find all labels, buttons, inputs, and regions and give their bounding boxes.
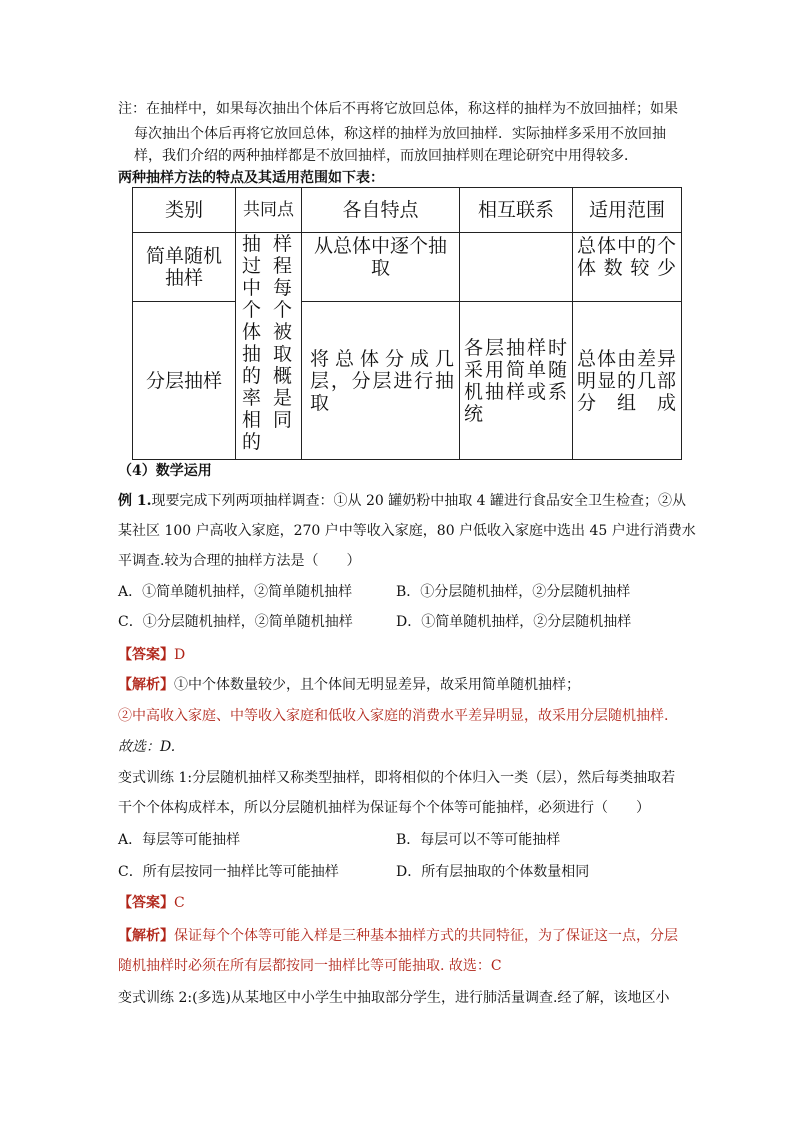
variant1-analysis-text-1: 保证每个个体等可能入样是三种基本抽样方式的共同特征，为了保证这一点，分层 — [174, 928, 678, 944]
table-title: 两种抽样方法的特点及其适用范围如下表： — [118, 170, 384, 186]
table-row-simple — [133, 233, 682, 302]
variant1-line-2: 干个个体构成样本，所以分层随机抽样为保证每个个体等可能抽样，必须进行（ ） — [118, 800, 650, 816]
variant1-option-d: D．所有层抽取的个体数量相同 — [396, 864, 590, 880]
header-feature: 各自特点 — [302, 188, 460, 233]
example1-line-3: 平调查.较为合理的抽样方法是（ ） — [118, 553, 361, 569]
example1-options-cd — [118, 612, 678, 632]
example1-analysis-1 — [118, 675, 580, 695]
example1-text-1: 现要完成下列两项抽样调查：①从 20 罐奶粉中抽取 4 罐进行食品安全卫生检查；②从 — [151, 493, 687, 509]
note-line-3: 样，我们介绍的两种抽样都是不放回抽样，而放回抽样则在理论研究中用得较多． — [134, 148, 638, 164]
analysis-text-1: ①中个体数量较少，且个体间无明显差异，故采用简单随机抽样； — [174, 677, 580, 693]
variant1-answer-label: 【答案】 — [118, 895, 174, 911]
cell-scope-stratified: 总体由差异明显的几部分组成 — [573, 302, 682, 460]
variant1-line-1: 变式训练 1:分层随机抽样又称类型抽样，即将相似的个体归入一类（层），然后每类抽取若 — [118, 770, 676, 786]
variant1-option-a: A．每层等可能抽样 — [118, 832, 241, 848]
table-header-row — [133, 188, 682, 233]
example1-line-2: 某社区 100 户高收入家庭，270 户中等收入家庭，80 户低收入家庭中选出 45 户进行消费水 — [118, 523, 696, 539]
note-line-2: 每次抽出个体后再将它放回总体，称这样的抽样为放回抽样．实际抽样多采用不放回抽 — [134, 126, 666, 142]
answer-label: 【答案】 — [118, 647, 174, 663]
section-title: （4）数学运用 — [118, 463, 212, 479]
analysis-label: 【解析】 — [118, 677, 174, 693]
example1-analysis-2: ②中高收入家庭、中等收入家庭和低收入家庭的消费水平差异明显，故采用分层随机抽样. — [118, 708, 669, 724]
variant1-option-b: B．每层可以不等可能抽样 — [396, 832, 561, 848]
cell-category-simple: 简单随机抽样 — [133, 233, 236, 302]
cell-relation-simple — [460, 233, 573, 302]
example1-options-ab — [118, 582, 678, 602]
variant1-analysis-1 — [118, 926, 678, 946]
variant1-answer-value: C — [174, 895, 185, 911]
cell-common: 抽样过程中每个个体被抽取的概率是相同的 — [236, 233, 302, 460]
cell-relation-stratified: 各层抽样时采用简单随机抽样或系统 — [460, 302, 573, 460]
example1-option-d: D．①简单随机抽样，②分层随机抽样 — [396, 614, 632, 630]
example1-label: 例 1. — [118, 493, 152, 509]
table-row-stratified — [133, 302, 682, 460]
example1-answer — [118, 645, 185, 665]
variant1-analysis-label: 【解析】 — [118, 928, 174, 944]
cell-category-stratified: 分层抽样 — [133, 302, 236, 460]
variant1-option-c: C．所有层按同一抽样比等可能抽样 — [118, 864, 339, 880]
note-line-1: 注：在抽样中，如果每次抽出个体后不再将它放回总体，称这样的抽样为不放回抽样；如果 — [118, 101, 678, 117]
header-category: 类别 — [133, 188, 236, 233]
cell-feature-simple: 从总体中逐个抽取 — [302, 233, 460, 302]
example1-conclusion: 故选：D. — [118, 739, 176, 755]
example1-option-b: B．①分层随机抽样，②分层随机抽样 — [396, 584, 631, 600]
cell-feature-stratified: 将总体分成几层，分层进行抽取 — [302, 302, 460, 460]
variant1-answer — [118, 893, 185, 913]
example1-line-1 — [118, 491, 686, 511]
header-relation: 相互联系 — [460, 188, 573, 233]
variant1-analysis-2: 随机抽样时必须在所有层都按同一抽样比等可能抽取. 故选：C — [118, 958, 502, 974]
header-common: 共同点 — [236, 188, 302, 233]
variant1-options-ab — [118, 830, 678, 850]
sampling-methods-table — [132, 187, 682, 460]
variant1-options-cd — [118, 862, 678, 882]
answer-value: D — [174, 647, 186, 663]
example1-option-a: A．①简单随机抽样，②简单随机抽样 — [118, 584, 353, 600]
cell-scope-simple: 总体中的个体数较少 — [573, 233, 682, 302]
variant2-line-1: 变式训练 2:(多选)从某地区中小学生中抽取部分学生，进行肺活量调查.经了解，该地区小 — [118, 990, 670, 1006]
example1-option-c: C．①分层随机抽样，②简单随机抽样 — [118, 614, 353, 630]
header-scope: 适用范围 — [573, 188, 682, 233]
